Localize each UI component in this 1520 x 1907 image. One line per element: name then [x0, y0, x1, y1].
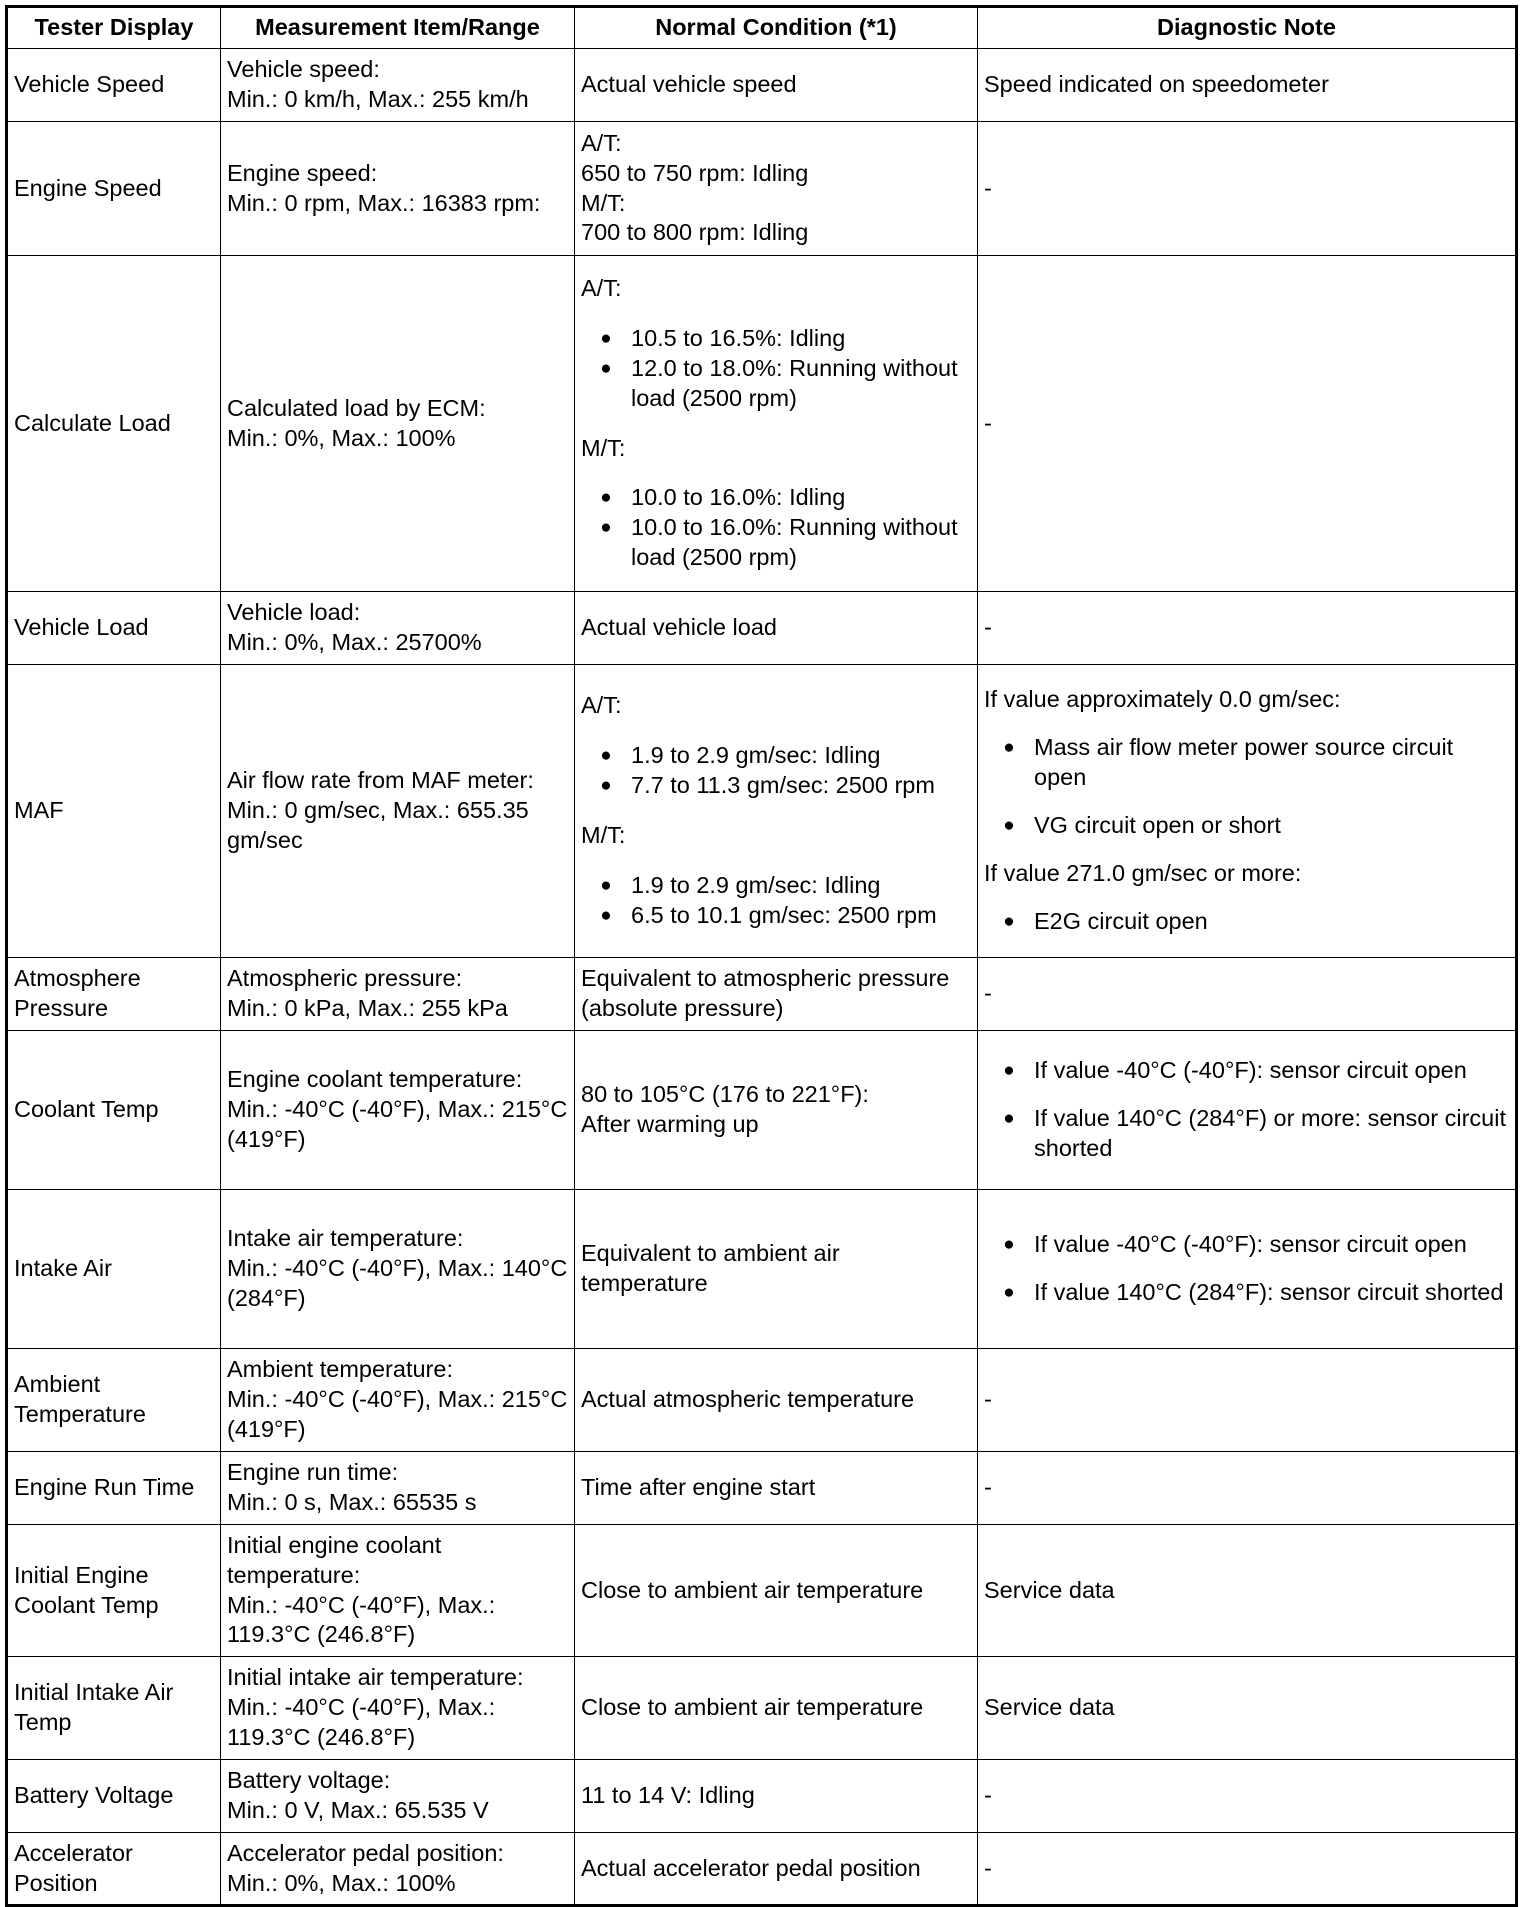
bullet-item: ● 10.0 to 16.0%: Idling [581, 483, 971, 513]
bullet-item: ● If value -40°C (-40°F): sensor circuit open [984, 1056, 1509, 1086]
tester-display-cell: Ambient Temperature [7, 1349, 221, 1452]
range-values: Min.: -40°C (-40°F), Max.: 140°C (284°F) [227, 1255, 568, 1311]
range-values: Min.: 0%, Max.: 25700% [227, 629, 482, 655]
normal-condition-cell [575, 256, 978, 592]
range-label: Vehicle load: [227, 599, 361, 626]
diagnostic-note-cell: Service data [978, 1657, 1517, 1760]
tester-display-cell: Engine Run Time [7, 1452, 221, 1525]
bullet-icon: ● [600, 745, 612, 766]
diagnostic-note-cell: - [978, 592, 1517, 665]
range-label: Calculated load by ECM: [227, 394, 486, 421]
diagnostic-note-cell: - [978, 1833, 1517, 1906]
tester-display-cell: Calculate Load [7, 256, 221, 592]
measurement-range-cell [221, 1349, 575, 1452]
tester-display-cell: Vehicle Speed [7, 49, 221, 122]
measurement-range-cell [221, 1525, 575, 1657]
range-values: Min.: 0 km/h, Max.: 255 km/h [227, 86, 529, 112]
note-condition-label: If value 271.0 gm/sec or more: [984, 859, 1302, 886]
normal-condition-cell: Time after engine start [575, 1452, 978, 1525]
measurement-range-cell [221, 665, 575, 958]
table-row [7, 1833, 1517, 1906]
normal-condition-cell: Equivalent to atmospheric pressure (absolute pressure) [575, 958, 978, 1031]
range-label: Initial engine coolant temperature: [227, 1531, 442, 1588]
tester-display-cell: MAF [7, 665, 221, 958]
data-list-table [5, 5, 1518, 1907]
range-label: Engine speed: [227, 159, 378, 186]
range-label: Battery voltage: [227, 1767, 391, 1794]
tester-display-cell: Atmosphere Pressure [7, 958, 221, 1031]
measurement-range-cell [221, 256, 575, 592]
range-label: Initial intake air temperature: [227, 1664, 524, 1691]
measurement-range-cell [221, 1452, 575, 1525]
normal-condition-cell [575, 665, 978, 958]
bullet-item: ● If value 140°C (284°F): sensor circuit shorted [984, 1278, 1509, 1308]
normal-condition-cell: Close to ambient air temperature [575, 1525, 978, 1657]
bullet-icon: ● [1003, 1108, 1015, 1130]
bullet-item: ● 1.9 to 2.9 gm/sec: Idling [581, 741, 971, 771]
diagnostic-note-cell [978, 1031, 1517, 1190]
bullet-icon: ● [1003, 814, 1015, 836]
range-values: Min.: -40°C (-40°F), Max.: 119.3°C (246.8°F) [227, 1694, 496, 1750]
table-row [7, 1657, 1517, 1760]
range-values: Min.: 0%, Max.: 100% [227, 424, 456, 451]
measurement-range-cell [221, 1760, 575, 1833]
diagnostic-note-cell: - [978, 122, 1517, 256]
range-label: Ambient temperature: [227, 1356, 453, 1383]
table-row [7, 256, 1517, 592]
diagnostic-note-cell: Speed indicated on speedometer [978, 49, 1517, 122]
range-label: Engine coolant temperature: [227, 1066, 523, 1093]
bullet-item: ● E2G circuit open [984, 907, 1509, 937]
range-values: Min.: 0 s, Max.: 65535 s [227, 1489, 477, 1515]
bullet-item: ● 1.9 to 2.9 gm/sec: Idling [581, 871, 971, 901]
tester-display-cell: Battery Voltage [7, 1760, 221, 1833]
bullet-icon: ● [600, 487, 612, 509]
range-label: Air flow rate from MAF meter: [227, 767, 534, 794]
table-row [7, 665, 1517, 958]
tester-display-cell: Accelerator Position [7, 1833, 221, 1906]
bullet-icon: ● [600, 874, 612, 896]
bullet-item: ● 10.5 to 16.5%: Idling [581, 324, 971, 354]
normal-condition-cell: Actual vehicle speed [575, 49, 978, 122]
tester-display-cell: Intake Air [7, 1190, 221, 1349]
tester-display-cell: Vehicle Load [7, 592, 221, 665]
measurement-range-cell [221, 1031, 575, 1190]
range-values: Min.: -40°C (-40°F), Max.: 215°C (419°F) [227, 1096, 568, 1152]
bullet-icon: ● [600, 904, 612, 926]
range-label: Vehicle speed: [227, 56, 380, 83]
normal-condition-cell: Equivalent to ambient air temperature [575, 1190, 978, 1349]
header-diagnostic-note: Diagnostic Note [978, 7, 1517, 49]
diagnostic-note-cell [978, 1190, 1517, 1349]
condition-text: 80 to 105°C (176 to 221°F): [581, 1081, 869, 1108]
diagnostic-note-cell: - [978, 958, 1517, 1031]
normal-condition-cell: Close to ambient air temperature [575, 1657, 978, 1760]
transmission-label: A/T: [581, 129, 622, 156]
transmission-label: M/T: [581, 822, 626, 848]
normal-condition-cell: Actual vehicle load [575, 592, 978, 665]
normal-condition-cell: Actual accelerator pedal position [575, 1833, 978, 1906]
bullet-item: ● If value -40°C (-40°F): sensor circuit open [984, 1230, 1509, 1260]
condition-text: After warming up [581, 1111, 759, 1137]
table-row [7, 1349, 1517, 1452]
note-condition-label: If value approximately 0.0 gm/sec: [984, 686, 1341, 713]
range-values: Min.: -40°C (-40°F), Max.: 119.3°C (246.8°F) [227, 1591, 496, 1648]
diagnostic-note-cell [978, 665, 1517, 958]
normal-condition-cell [575, 1031, 978, 1190]
header-row [7, 7, 1517, 49]
range-label: Intake air temperature: [227, 1225, 464, 1252]
bullet-item: ● 6.5 to 10.1 gm/sec: 2500 rpm [581, 901, 971, 931]
range-values: Min.: 0 V, Max.: 65.535 V [227, 1797, 489, 1823]
table-row [7, 1031, 1517, 1190]
diagnostic-note-cell: - [978, 1452, 1517, 1525]
diagnostic-note-cell: - [978, 256, 1517, 592]
bullet-item: ● 12.0 to 18.0%: Running without load (2500 rpm) [581, 354, 971, 414]
measurement-range-cell [221, 49, 575, 122]
bullet-icon: ● [1003, 910, 1015, 932]
header-normal-condition: Normal Condition (*1) [575, 7, 978, 49]
table-row [7, 1190, 1517, 1349]
diagnostic-note-cell: Service data [978, 1525, 1517, 1657]
bullet-item: ● 7.7 to 11.3 gm/sec: 2500 rpm [581, 771, 971, 801]
bullet-icon: ● [1003, 1060, 1015, 1082]
range-values: Min.: 0 rpm, Max.: 16383 rpm: [227, 189, 541, 216]
bullet-item: ● 10.0 to 16.0%: Running without load (2500 rpm) [581, 513, 971, 573]
bullet-icon: ● [600, 517, 612, 539]
transmission-label: A/T: [581, 274, 622, 301]
bullet-icon: ● [600, 357, 612, 379]
range-values: Min.: 0 gm/sec, Max.: 655.35 gm/sec [227, 797, 529, 853]
table-row [7, 49, 1517, 122]
measurement-range-cell [221, 592, 575, 665]
bullet-item: ● If value 140°C (284°F) or more: sensor circuit shorted [984, 1104, 1509, 1164]
tester-display-cell: Coolant Temp [7, 1031, 221, 1190]
bullet-icon: ● [600, 327, 612, 349]
normal-condition-cell [575, 122, 978, 256]
tester-display-cell: Initial Intake Air Temp [7, 1657, 221, 1760]
range-label: Engine run time: [227, 1459, 399, 1486]
header-tester-display: Tester Display [7, 7, 221, 49]
normal-condition-cell: 11 to 14 V: Idling [575, 1760, 978, 1833]
measurement-range-cell [221, 1833, 575, 1906]
diagnostic-note-cell: - [978, 1349, 1517, 1452]
table-row [7, 1525, 1517, 1657]
transmission-label: M/T: [581, 434, 626, 461]
table-row [7, 958, 1517, 1031]
transmission-label: M/T: [581, 189, 626, 216]
bullet-item: ● VG circuit open or short [984, 811, 1509, 841]
condition-text: 650 to 750 rpm: Idling [581, 159, 809, 186]
bullet-icon: ● [1003, 1282, 1015, 1303]
range-values: Min.: 0%, Max.: 100% [227, 1869, 456, 1896]
range-label: Accelerator pedal position: [227, 1839, 504, 1866]
bullet-icon: ● [600, 775, 612, 796]
range-values: Min.: -40°C (-40°F), Max.: 215°C (419°F) [227, 1386, 568, 1442]
tester-display-cell: Engine Speed [7, 122, 221, 256]
bullet-icon: ● [1003, 737, 1015, 759]
bullet-item: ● Mass air flow meter power source circuit open [984, 733, 1509, 793]
range-values: Min.: 0 kPa, Max.: 255 kPa [227, 995, 508, 1021]
table-row [7, 592, 1517, 665]
diagnostic-note-cell: - [978, 1760, 1517, 1833]
table-row [7, 122, 1517, 256]
normal-condition-cell: Actual atmospheric temperature [575, 1349, 978, 1452]
table-row [7, 1760, 1517, 1833]
table-row [7, 1452, 1517, 1525]
condition-text: 700 to 800 rpm: Idling [581, 219, 809, 246]
tester-display-cell: Initial Engine Coolant Temp [7, 1525, 221, 1657]
measurement-range-cell [221, 1657, 575, 1760]
measurement-range-cell [221, 122, 575, 256]
bullet-icon: ● [1003, 1234, 1015, 1255]
header-measurement-item: Measurement Item/Range [221, 7, 575, 49]
measurement-range-cell [221, 1190, 575, 1349]
measurement-range-cell [221, 958, 575, 1031]
transmission-label: A/T: [581, 692, 622, 719]
range-label: Atmospheric pressure: [227, 965, 463, 992]
